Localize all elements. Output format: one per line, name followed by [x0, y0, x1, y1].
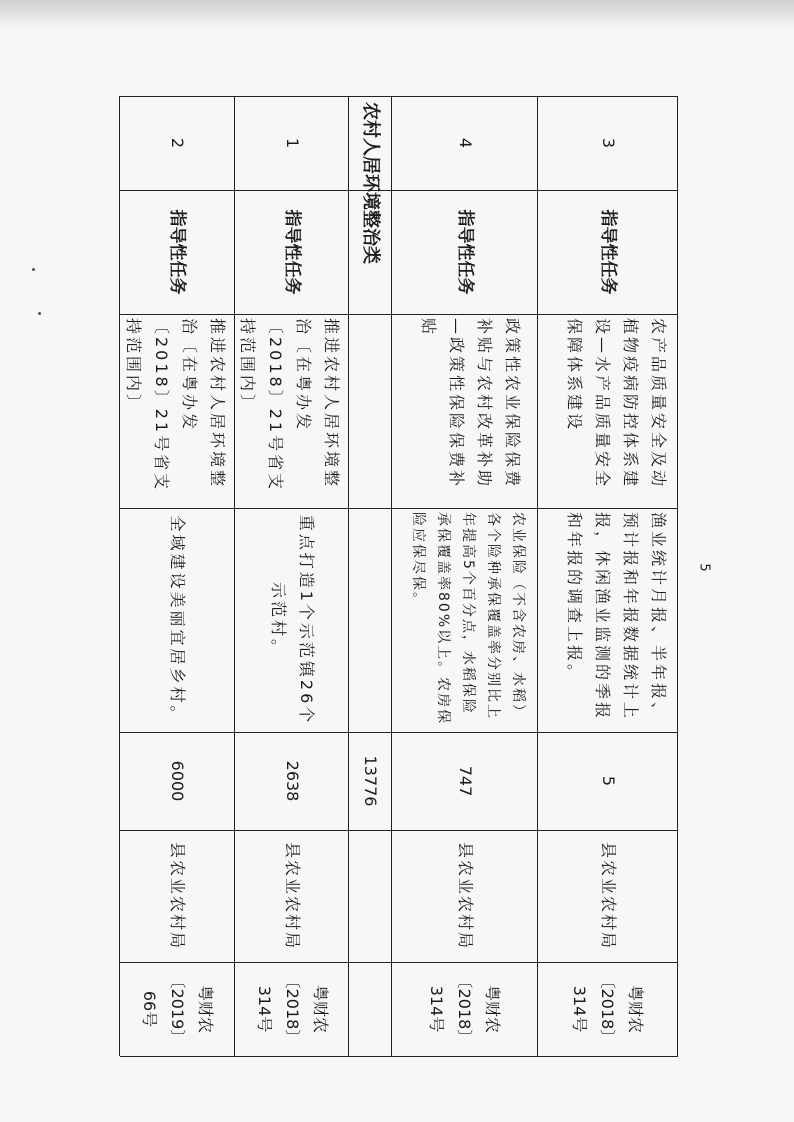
row-2-dept: 县农业农村局	[168, 841, 188, 950]
row-1-amount: 2638	[283, 760, 302, 802]
row-3-dept: 县农业农村局	[599, 841, 618, 950]
row-3-doc-number: 粤财农〔2018〕314号	[570, 972, 645, 1046]
scan-speck	[38, 312, 41, 315]
section-amount: 13776	[361, 755, 381, 807]
row-2-amount: 6000	[168, 760, 188, 802]
row-4-goal: 农业保险（不含农房、水稻）各个险种承保覆盖率分别比上年提高5个百分点，水稻保险承保覆盖率80%以上。农房保险应保尽保。	[410, 512, 526, 726]
section-title: 农村人居环境整治类	[360, 102, 382, 264]
row-4-doc-number: 粤财农〔2018〕314号	[427, 972, 502, 1046]
scan-speck	[32, 268, 35, 271]
row-1-content: 推进农村人居环境整治〔在粤办发〔2018〕21号省支持范围内〕	[238, 318, 341, 493]
scan-shadow	[0, 0, 794, 30]
row-3-type: 指导性任务	[598, 209, 618, 295]
row-4-content: 政策性农业保险保费补贴与农村改革补助—政策性保险保费补贴	[419, 318, 522, 490]
budget-table	[120, 96, 678, 1056]
row-1-no: 1	[283, 137, 302, 149]
row-1-type: 指导性任务	[282, 209, 302, 295]
row-2-content: 推进农村人居环境整治〔在粤办发〔2018〕21号省支持范围内〕	[124, 318, 227, 493]
row-2-type: 指导性任务	[167, 209, 188, 295]
row-1-doc-number: 粤财农〔2018〕314号	[255, 972, 330, 1046]
row-4-dept: 县农业农村局	[456, 841, 475, 950]
row-3-content: 农产品质量安全及动植物疫病防控体系建设—水产品质量安全保障体系建设	[565, 318, 668, 490]
row-3-goal: 渔业统计月报、半年报、预计报和年报数据统计上报，休闲渔业监测的季报和年报的调查上报。	[565, 512, 668, 722]
row-2-no: 2	[168, 137, 188, 149]
row-3-no: 3	[599, 137, 618, 149]
row-3-amount: 5	[599, 775, 618, 787]
page-number: 5	[696, 563, 712, 572]
row-4-type: 指导性任务	[455, 209, 475, 295]
row-2-doc-number: 粤财农〔2019〕66号	[140, 972, 216, 1046]
row-2-goal: 全域建设美丽宜居乡村。	[168, 515, 188, 725]
row-4-amount: 747	[456, 765, 475, 797]
row-1-goal: 重点打造1个示范镇26个示范村。	[269, 514, 316, 726]
row-4-no: 4	[456, 137, 475, 149]
row-1-dept: 县农业农村局	[283, 841, 302, 950]
